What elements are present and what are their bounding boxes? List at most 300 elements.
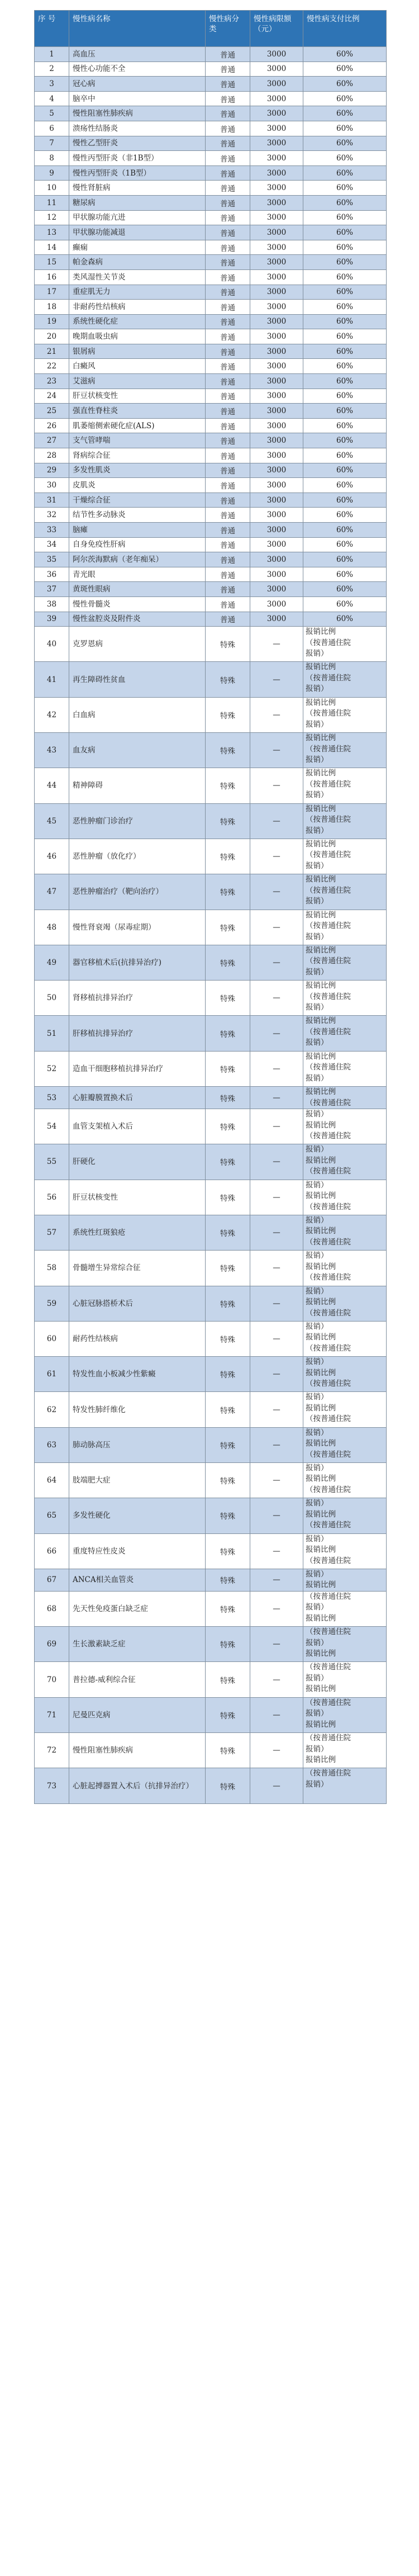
disease-limit: — [250,1144,303,1180]
payment-ratio: 报销比例 （按普通住院 [303,1087,387,1109]
table-row [35,662,387,697]
table-row [35,768,387,803]
payment-ratio: 报销） 报销比例 （按普通住院 [303,1533,387,1569]
disease-name: 心脏起搏器置入术后（抗排异治疗） [69,1768,206,1803]
disease-limit: 3000 [250,329,303,344]
payment-ratio: 报销） 报销比例 （按普通住院 [303,1498,387,1533]
disease-name: 系统性红斑狼疮 [69,1215,206,1250]
table-row [35,91,387,106]
disease-name: 支气管哮喘 [69,433,206,448]
disease-name: 甲状腺功能亢进 [69,210,206,225]
disease-limit: 3000 [250,136,303,151]
disease-category: 特殊 [206,1087,250,1109]
disease-name: 自身免疫性肝病 [69,537,206,552]
disease-limit: 3000 [250,77,303,92]
disease-category: 普通 [206,314,250,329]
table-row [35,596,387,612]
disease-name: 克罗恩病 [69,627,206,662]
disease-category: 特殊 [206,1462,250,1498]
disease-name: 肢端肥大症 [69,1462,206,1498]
disease-limit: 3000 [250,314,303,329]
row-number: 16 [35,269,69,285]
disease-limit: 3000 [250,106,303,121]
disease-category: 特殊 [206,910,250,945]
disease-category: 特殊 [206,1697,250,1732]
disease-name: 血友病 [69,733,206,768]
row-number: 47 [35,874,69,910]
row-number: 64 [35,1462,69,1498]
disease-name: 骨髓增生异常综合征 [69,1251,206,1286]
table-row [35,1662,387,1697]
row-number: 17 [35,285,69,300]
payment-ratio: 报销） 报销比例 [303,1569,387,1591]
disease-name: 系统性硬化症 [69,314,206,329]
disease-limit: 3000 [250,210,303,225]
disease-limit: — [250,981,303,1016]
table-row [35,523,387,538]
disease-category: 普通 [206,285,250,300]
payment-ratio: 60% [303,359,387,374]
disease-limit: — [250,1109,303,1144]
disease-category: 普通 [206,121,250,136]
table-row [35,1697,387,1732]
disease-name: 皮肌炎 [69,478,206,493]
row-number: 59 [35,1286,69,1321]
disease-limit: — [250,1180,303,1215]
disease-limit: — [250,697,303,732]
payment-ratio: 报销比例 （按普通住院 报销） [303,945,387,980]
disease-name: 血管支架植入术后 [69,1109,206,1144]
row-number: 22 [35,359,69,374]
disease-limit: 3000 [250,285,303,300]
disease-name: 冠心病 [69,77,206,92]
payment-ratio: 60% [303,181,387,196]
disease-limit: 3000 [250,389,303,404]
row-number: 5 [35,106,69,121]
table-row [35,478,387,493]
disease-limit: 3000 [250,612,303,627]
disease-category: 普通 [206,523,250,538]
payment-ratio: 60% [303,404,387,419]
table-row [35,1286,387,1321]
row-number: 56 [35,1180,69,1215]
table-row [35,612,387,627]
disease-limit: 3000 [250,463,303,478]
table-row [35,945,387,980]
payment-ratio: 报销比例 （按普通住院 报销） [303,733,387,768]
table-row [35,121,387,136]
disease-name: 多发性硬化 [69,1498,206,1533]
table-row [35,493,387,508]
disease-limit: — [250,1392,303,1427]
row-number: 30 [35,478,69,493]
disease-limit: 3000 [250,418,303,433]
row-number: 24 [35,389,69,404]
payment-ratio: 60% [303,418,387,433]
table-row [35,418,387,433]
disease-name: 非耐药性结核病 [69,300,206,315]
disease-name: 帕金森病 [69,255,206,270]
table-row [35,165,387,181]
disease-category: 特殊 [206,1427,250,1462]
disease-limit: — [250,910,303,945]
disease-limit: — [250,1462,303,1498]
disease-category: 特殊 [206,839,250,874]
row-number: 42 [35,697,69,732]
row-number: 70 [35,1662,69,1697]
chronic-disease-table-container [34,10,386,1804]
row-number: 62 [35,1392,69,1427]
row-number: 31 [35,493,69,508]
row-number: 43 [35,733,69,768]
disease-limit: 3000 [250,255,303,270]
disease-name: 慢性丙型肝炎（1B型） [69,165,206,181]
row-number: 37 [35,582,69,597]
disease-name: 多发性肌炎 [69,463,206,478]
disease-name: 阿尔茨海默病（老年痴呆） [69,552,206,567]
payment-ratio: 60% [303,329,387,344]
table-row [35,1427,387,1462]
row-number: 55 [35,1144,69,1180]
table-row [35,839,387,874]
disease-limit: — [250,662,303,697]
payment-ratio: 60% [303,567,387,582]
table-row [35,803,387,839]
table-row [35,1768,387,1803]
header-category: 慢性病分类 [206,11,250,47]
disease-name: 溃疡性结肠炎 [69,121,206,136]
disease-name: 先天性免疫蛋白缺乏症 [69,1591,206,1626]
row-number: 27 [35,433,69,448]
payment-ratio: 报销比例 （按普通住院 报销） [303,910,387,945]
disease-name: 青光眼 [69,567,206,582]
payment-ratio: 60% [303,136,387,151]
row-number: 33 [35,523,69,538]
table-row [35,374,387,389]
payment-ratio: （按普通住院 报销） 报销比例 [303,1591,387,1626]
table-row [35,61,387,77]
row-number: 73 [35,1768,69,1803]
table-row [35,582,387,597]
disease-category: 普通 [206,463,250,478]
disease-category: 普通 [206,47,250,62]
disease-category: 特殊 [206,627,250,662]
disease-category: 特殊 [206,697,250,732]
header-name: 慢性病名称 [69,11,206,47]
table-row [35,300,387,315]
table-row [35,1462,387,1498]
disease-category: 特殊 [206,1768,250,1803]
disease-limit: 3000 [250,374,303,389]
payment-ratio: 报销比例 （按普通住院 报销） [303,981,387,1016]
disease-category: 特殊 [206,1591,250,1626]
disease-category: 特殊 [206,945,250,980]
payment-ratio: 报销比例 （按普通住院 报销） [303,874,387,910]
row-number: 18 [35,300,69,315]
row-number: 1 [35,47,69,62]
table-row [35,359,387,374]
payment-ratio: （按普通住院 报销） [303,1768,387,1803]
disease-name: 特发性肺纤维化 [69,1392,206,1427]
disease-limit: — [250,803,303,839]
payment-ratio: 60% [303,121,387,136]
disease-name: 晚期血吸虫病 [69,329,206,344]
disease-name: 心脏瓣膜置换术后 [69,1087,206,1109]
row-number: 20 [35,329,69,344]
table-row [35,1144,387,1180]
row-number: 69 [35,1627,69,1662]
disease-limit: 3000 [250,537,303,552]
disease-limit: — [250,733,303,768]
payment-ratio: 60% [303,314,387,329]
disease-limit: 3000 [250,300,303,315]
disease-limit: 3000 [250,552,303,567]
disease-name: 普拉德-威利综合征 [69,1662,206,1697]
row-number: 26 [35,418,69,433]
payment-ratio: （按普通住院 报销） 报销比例 [303,1733,387,1768]
table-row [35,1733,387,1768]
disease-limit: — [250,1251,303,1286]
row-number: 38 [35,596,69,612]
table-row [35,389,387,404]
disease-name: 慢性骨髓炎 [69,596,206,612]
disease-name: 重症肌无力 [69,285,206,300]
disease-category: 普通 [206,508,250,523]
payment-ratio: 60% [303,493,387,508]
payment-ratio: 报销比例 （按普通住院 报销） [303,1051,387,1086]
payment-ratio: 60% [303,596,387,612]
header-ratio: 慢性病支付比例 [303,11,387,47]
disease-limit: 3000 [250,240,303,255]
table-row [35,404,387,419]
table-row [35,1180,387,1215]
disease-category: 特殊 [206,1016,250,1051]
table-row [35,874,387,910]
disease-category: 普通 [206,181,250,196]
row-number: 8 [35,151,69,166]
table-row [35,567,387,582]
table-row [35,1087,387,1109]
table-row [35,195,387,210]
table-row [35,463,387,478]
disease-limit: 3000 [250,448,303,463]
row-number: 29 [35,463,69,478]
table-row [35,1321,387,1356]
table-row [35,537,387,552]
row-number: 2 [35,61,69,77]
table-row [35,1357,387,1392]
row-number: 57 [35,1215,69,1250]
disease-name: 慢性盆腔炎及附件炎 [69,612,206,627]
disease-name: 癫痫 [69,240,206,255]
disease-category: 普通 [206,210,250,225]
payment-ratio: 60% [303,77,387,92]
chronic-disease-table [34,10,387,1804]
payment-ratio: （按普通住院 报销） 报销比例 [303,1662,387,1697]
disease-limit: 3000 [250,433,303,448]
table-row [35,1109,387,1144]
row-number: 11 [35,195,69,210]
table-row [35,1392,387,1427]
payment-ratio: 报销） 报销比例 （按普通住院 [303,1357,387,1392]
disease-category: 普通 [206,448,250,463]
disease-name: 肝豆状核变性 [69,1180,206,1215]
row-number: 67 [35,1569,69,1591]
disease-name: 肾移植抗排异治疗 [69,981,206,1016]
disease-category: 普通 [206,418,250,433]
row-number: 4 [35,91,69,106]
table-row [35,448,387,463]
payment-ratio: 60% [303,448,387,463]
disease-name: 结节性多动脉炎 [69,508,206,523]
disease-category: 普通 [206,255,250,270]
row-number: 46 [35,839,69,874]
row-number: 10 [35,181,69,196]
disease-name: 肝豆状核变性 [69,389,206,404]
table-row [35,697,387,732]
disease-category: 普通 [206,240,250,255]
disease-limit: — [250,1697,303,1732]
disease-name: 肌萎缩侧索硬化症(ALS) [69,418,206,433]
row-number: 3 [35,77,69,92]
row-number: 45 [35,803,69,839]
table-row [35,508,387,523]
disease-name: 尼曼匹克病 [69,1697,206,1732]
table-row [35,136,387,151]
row-number: 63 [35,1427,69,1462]
payment-ratio: 报销） 报销比例 （按普通住院 [303,1321,387,1356]
disease-category: 特殊 [206,1357,250,1392]
disease-category: 特殊 [206,1627,250,1662]
header-limit: 慢性病限额（元） [250,11,303,47]
disease-limit: — [250,874,303,910]
disease-limit: — [250,839,303,874]
disease-category: 普通 [206,300,250,315]
payment-ratio: 60% [303,91,387,106]
disease-category: 普通 [206,389,250,404]
disease-category: 普通 [206,195,250,210]
disease-name: 脑卒中 [69,91,206,106]
disease-limit: 3000 [250,596,303,612]
row-number: 34 [35,537,69,552]
disease-category: 普通 [206,596,250,612]
disease-name: 精神障碍 [69,768,206,803]
table-row [35,1569,387,1591]
payment-ratio: 报销） 报销比例 （按普通住院 [303,1215,387,1250]
disease-limit: — [250,1662,303,1697]
row-number: 61 [35,1357,69,1392]
disease-category: 普通 [206,136,250,151]
disease-category: 普通 [206,329,250,344]
disease-limit: — [250,1591,303,1626]
disease-category: 特殊 [206,981,250,1016]
disease-name: 重度特应性皮炎 [69,1533,206,1569]
disease-name: 慢性阻塞性肺疾病 [69,106,206,121]
disease-name: 器官移植术后(抗排异治疗) [69,945,206,980]
disease-limit: — [250,1051,303,1086]
table-row [35,151,387,166]
disease-name: 白血病 [69,697,206,732]
disease-category: 特殊 [206,1498,250,1533]
disease-category: 普通 [206,537,250,552]
table-header-row [35,11,387,47]
disease-limit: 3000 [250,582,303,597]
disease-limit: 3000 [250,91,303,106]
disease-category: 普通 [206,106,250,121]
disease-name: 恶性肿瘤门诊治疗 [69,803,206,839]
payment-ratio: 报销） 报销比例 （按普通住院 [303,1462,387,1498]
table-row [35,225,387,240]
payment-ratio: 60% [303,463,387,478]
disease-limit: 3000 [250,508,303,523]
table-row [35,1533,387,1569]
disease-name: 脑瘫 [69,523,206,538]
payment-ratio: 60% [303,478,387,493]
row-number: 50 [35,981,69,1016]
row-number: 25 [35,404,69,419]
payment-ratio: 60% [303,195,387,210]
disease-limit: 3000 [250,344,303,359]
payment-ratio: 60% [303,508,387,523]
table-row [35,733,387,768]
disease-category: 特殊 [206,1662,250,1697]
disease-limit: 3000 [250,567,303,582]
disease-category: 特殊 [206,874,250,910]
table-row [35,181,387,196]
row-number: 51 [35,1016,69,1051]
row-number: 13 [35,225,69,240]
disease-limit: — [250,1357,303,1392]
disease-category: 普通 [206,269,250,285]
disease-category: 特殊 [206,662,250,697]
disease-limit: — [250,1768,303,1803]
payment-ratio: 报销比例 （按普通住院 报销） [303,768,387,803]
table-row [35,1627,387,1662]
row-number: 66 [35,1533,69,1569]
disease-limit: — [250,1016,303,1051]
disease-limit: — [250,1427,303,1462]
disease-name: 强直性脊柱炎 [69,404,206,419]
row-number: 15 [35,255,69,270]
table-row [35,106,387,121]
disease-category: 特殊 [206,1392,250,1427]
row-number: 65 [35,1498,69,1533]
disease-name: 白癜风 [69,359,206,374]
table-row [35,285,387,300]
row-number: 39 [35,612,69,627]
row-number: 48 [35,910,69,945]
row-number: 71 [35,1697,69,1732]
payment-ratio: 报销比例 （按普通住院 报销） [303,803,387,839]
disease-category: 普通 [206,374,250,389]
row-number: 41 [35,662,69,697]
disease-limit: 3000 [250,404,303,419]
payment-ratio: 60% [303,537,387,552]
disease-category: 特殊 [206,1321,250,1356]
table-row [35,47,387,62]
disease-name: 艾滋病 [69,374,206,389]
table-row [35,344,387,359]
disease-category: 普通 [206,567,250,582]
disease-category: 特殊 [206,1569,250,1591]
disease-limit: — [250,1627,303,1662]
row-number: 68 [35,1591,69,1626]
disease-name: 心脏冠脉搭桥术后 [69,1286,206,1321]
disease-limit: 3000 [250,61,303,77]
payment-ratio: 报销） 报销比例 （按普通住院 [303,1286,387,1321]
payment-ratio: 报销） 报销比例 （按普通住院 [303,1180,387,1215]
table-row [35,1498,387,1533]
